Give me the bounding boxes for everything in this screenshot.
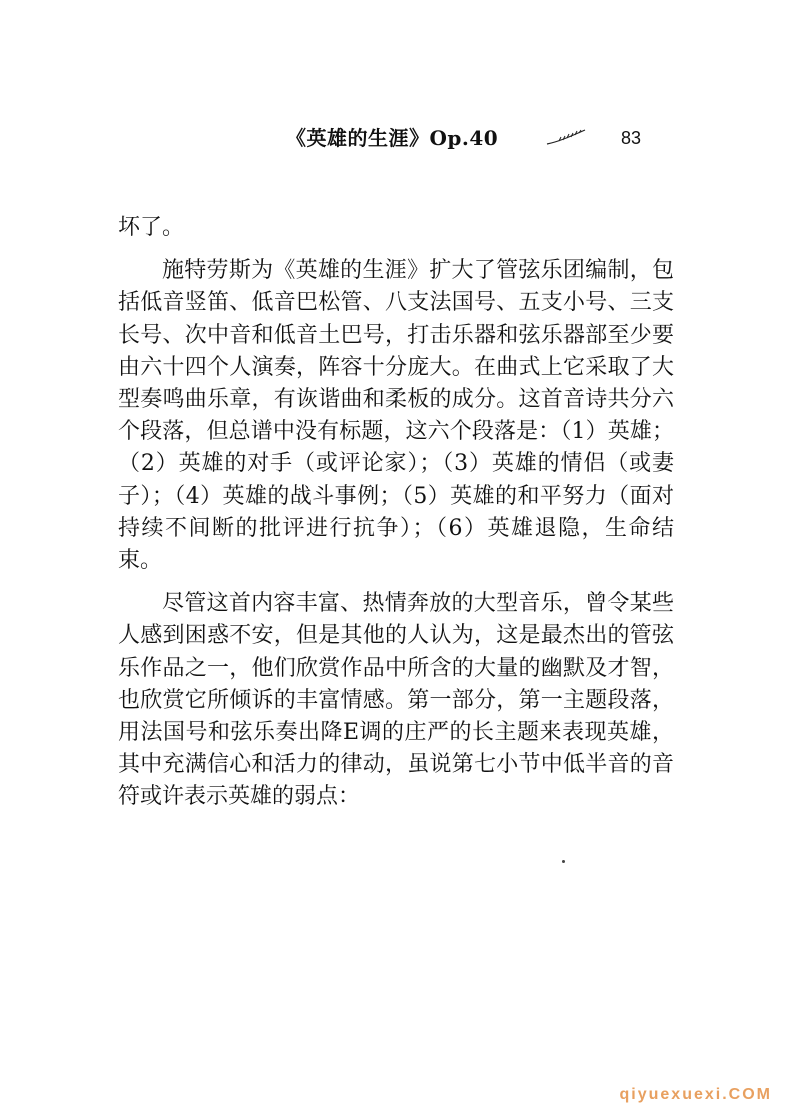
site-watermark: qiyuexuexi.COM <box>619 1086 772 1103</box>
page-number: 83 <box>621 128 642 148</box>
body-text <box>118 212 674 814</box>
paragraph-orchestration: 施特劳斯为《英雄的生涯》扩大了管弦乐团编制，包括低音竖笛、低音巴松管、八支法国号、五支小号、三支长号、次中音和低音土巴号，打击乐器和弦乐器部至少要由六十四个人演奏，阵容十分庞大。在曲式上它采取了大型奏鸣曲乐章，有诙谐曲和柔板的成分。这首音诗共分六个段落，但总谱中没有标题，这六个段落是：（1）英雄；（2）英雄的对手（或评论家）；（3）英雄的情侣（或妻子）；（4）英雄的战斗事例；（5）英雄的和平努力（面对持续不间断的批评进行抗争）；（6）英雄退隐，生命结束。 <box>118 258 674 574</box>
quill-ornament-icon <box>545 127 589 147</box>
paragraph-continuation: 坏了。 <box>118 215 185 240</box>
paragraph-analysis: 尽管这首内容丰富、热情奔放的大型音乐，曾令某些人感到困惑不安，但是其他的人认为，这是最杰出的管弦乐作品之一，他们欣赏作品中所含的大量的幽默及才智，也欣赏它所倾诉的丰富情感。第一部分，第一主题段落，用法国号和弦乐奏出降E调的庄严的长主题来表现英雄，其中充满信心和活力的律动，虽说第七小节中低半音的音符或许表示英雄的弱点： <box>118 591 674 810</box>
page-header <box>286 122 656 154</box>
running-title: 《英雄的生涯》Op.40 <box>286 126 499 150</box>
print-speck <box>562 860 565 863</box>
